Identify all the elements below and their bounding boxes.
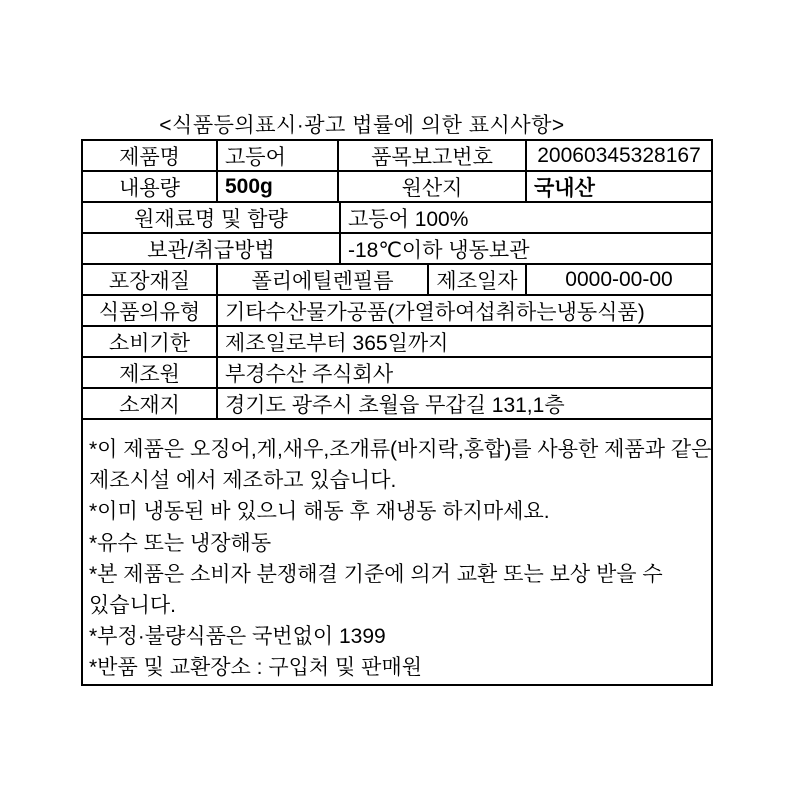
table-row: [83, 172, 711, 203]
report-number-label: 품목보고번호: [339, 141, 527, 170]
ingredients-value: 고등어 100%: [348, 207, 469, 231]
manufacturer-label: 제조원: [83, 358, 218, 387]
page-title: <식품등의표시·광고 법률에 의한 표시사항>: [159, 114, 565, 137]
ingredients-label: 원재료명 및 함량: [83, 203, 341, 232]
packaging-material-label: 포장재질: [83, 265, 218, 294]
origin-label: 원산지: [339, 172, 527, 201]
food-type-label: 식품의유형: [83, 296, 218, 325]
table-row: [83, 141, 711, 172]
note-line: *이 제품은 오징어,게,새우,조개류(바지락,홍합)를 사용한 제품과 같은: [89, 438, 712, 461]
storage-method-value: -18℃이하 냉동보관: [348, 238, 530, 262]
net-weight-value: 500g: [218, 172, 339, 201]
product-name-value: 고등어: [218, 141, 339, 170]
table-row: [83, 296, 711, 327]
note-line: *유수 또는 냉장해동: [89, 531, 272, 555]
notes-section: [83, 420, 711, 684]
note-line: *이미 냉동된 바 있으니 해동 후 재냉동 하지마세요.: [89, 500, 550, 524]
table-row: [83, 358, 711, 389]
mfg-date-label: 제조일자: [429, 265, 527, 294]
manufacturer-value: 부경수산 주식회사: [225, 362, 394, 386]
label-sheet: [81, 139, 713, 686]
note-line: *부정·불량식품은 국번없이 1399: [89, 625, 386, 649]
note-line: *반품 및 교환장소 : 구입처 및 판매원: [89, 656, 423, 680]
mfg-date-value: 0000-00-00: [565, 267, 673, 291]
address-label: 소재지: [83, 389, 218, 418]
packaging-material-value: 폴리에틸렌필름: [218, 265, 429, 294]
expiry-value: 제조일로부터 365일까지: [225, 331, 449, 355]
expiry-label: 소비기한: [83, 327, 218, 356]
net-weight-label: 내용량: [83, 172, 218, 201]
note-line: 있습니다.: [89, 594, 176, 618]
table-row: [83, 234, 711, 265]
table-row: [83, 265, 711, 296]
note-line: *본 제품은 소비자 분쟁해결 기준에 의거 교환 또는 보상 받을 수: [89, 562, 663, 586]
report-number-value: 20060345328167: [537, 143, 701, 167]
origin-value: 국내산: [534, 176, 595, 200]
food-type-value: 기타수산물가공품(가열하여섭취하는냉동식품): [225, 300, 645, 324]
table-row: [83, 327, 711, 358]
product-name-label: 제품명: [83, 141, 218, 170]
table-row: [83, 389, 711, 420]
storage-method-label: 보관/취급방법: [83, 234, 341, 263]
note-line: 제조시설 에서 제조하고 있습니다.: [89, 469, 397, 493]
table-row: [83, 203, 711, 234]
address-value: 경기도 광주시 초월읍 무갑길 131,1층: [225, 393, 565, 417]
